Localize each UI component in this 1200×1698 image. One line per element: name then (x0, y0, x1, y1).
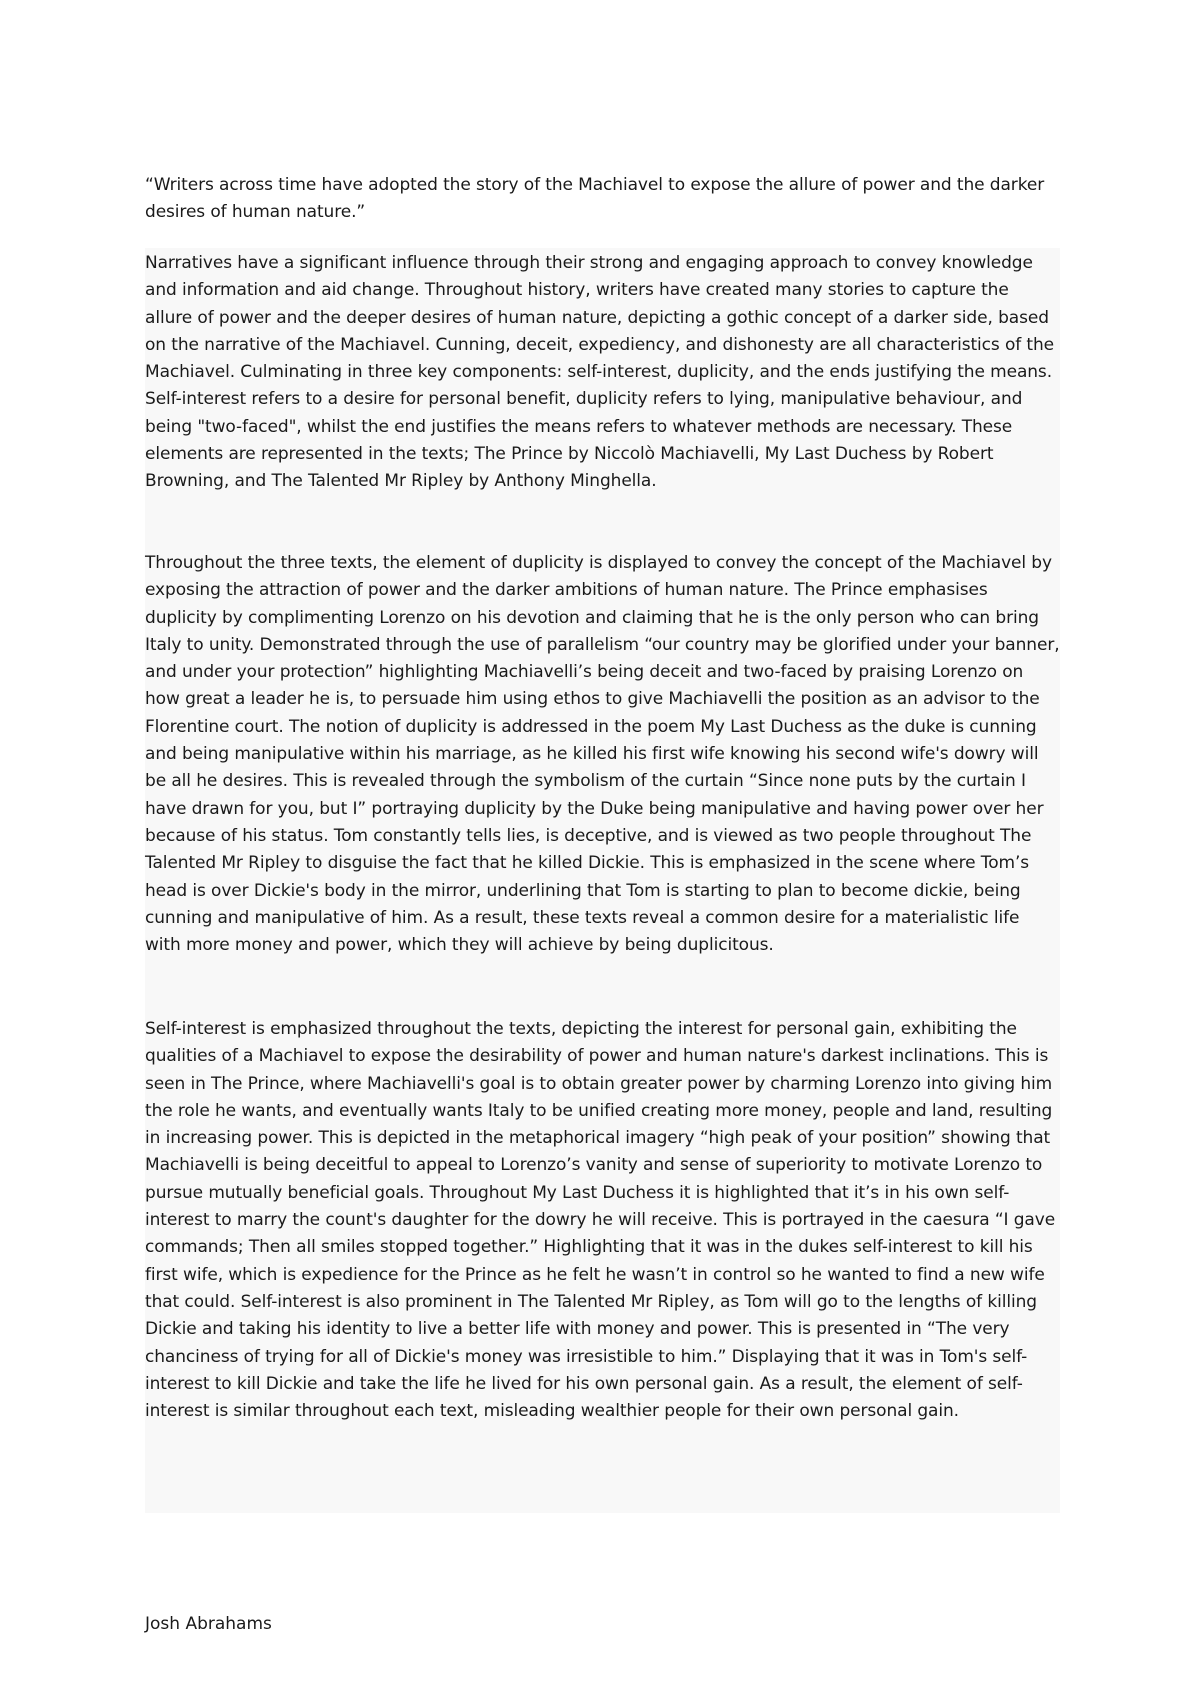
opening-quote: “Writers across time have adopted the story of the Machiavel to expose the allure of power and the darker desires of human nature.” (145, 175, 1045, 222)
essay-body (145, 248, 1060, 1513)
paragraph-duplicity: Throughout the three texts, the element of duplicity is displayed to convey the concept of the Machiavel by exposing the attraction of power and the darker ambitions of human nature. The Prince emphasises duplicity by complimenting Lorenzo on his devotion and claiming that he is the only person who can bring Italy to unity. Demonstrated through the use of parallelism “our country may be glorified under your banner, and under your protection” highlighting Machiavelli’s being deceit and two-faced by praising Lorenzo on how great a leader he is, to persuade him using ethos to give Machiavelli the position as an advisor to the Florentine court. The notion of duplicity is addressed in the poem My Last Duchess as the duke is cunning and being manipulative within his marriage, as he killed his first wife knowing his second wife's dowry will be all he desires. This is revealed through the symbolism of the curtain “Since none puts by the curtain I have drawn for you, but I” portraying duplicity by the Duke being manipulative and having power over her because of his status. Tom constantly tells lies, is deceptive, and is viewed as two people throughout The Talented Mr Ripley to disguise the fact that he killed Dickie. This is emphasized in the scene where Tom’s head is over Dickie's body in the mirror, underlining that Tom is starting to plan to become dickie, being cunning and manipulative of him. As a result, these texts reveal a common desire for a materialistic life with more money and power, which they will achieve by being duplicitous. (145, 553, 1060, 956)
author-name: Josh Abrahams (145, 1614, 272, 1634)
paragraph-introduction: Narratives have a significant influence through their strong and engaging approach to convey knowledge and information and aid change. Throughout history, writers have created many stories to capture the allure of power and the deeper desires of human nature, depicting a gothic concept of a darker side, based on the narrative of the Machiavel. Cunning, deceit, expediency, and dishonesty are all characteristics of the Machiavel. Culminating in three key components: self-interest, duplicity, and the ends justifying the means. Self-interest refers to a desire for personal benefit, duplicity refers to lying, manipulative behaviour, and being "two-faced", whilst the end justifies the means refers to whatever methods are necessary. These elements are represented in the texts; The Prince by Niccolò Machiavelli, My Last Duchess by Robert Browning, and The Talented Mr Ripley by Anthony Minghella. (145, 253, 1055, 492)
paragraph-self-interest: Self-interest is emphasized throughout the texts, depicting the interest for personal gain, exhibiting the qualities of a Machiavel to expose the desirability of power and human nature's darkest inclinations. This is seen in The Prince, where Machiavelli's goal is to obtain greater power by charming Lorenzo into giving him the role he wants, and eventually wants Italy to be unified creating more money, people and land, resulting in increasing power. This is depicted in the metaphorical imagery “high peak of your position” showing that Machiavelli is being deceitful to appeal to Lorenzo’s vanity and sense of superiority to motivate Lorenzo to pursue mutually beneficial goals. Throughout My Last Duchess it is highlighted that it’s in his own self-interest to marry the count's daughter for the dowry he will receive. This is portrayed in the caesura “I gave commands; Then all smiles stopped together.” Highlighting that it was in the dukes self-interest to kill his first wife, which is expedience for the Prince as he felt he wasn’t in control so he wanted to find a new wife that could. Self-interest is also prominent in The Talented Mr Ripley, as Tom will go to the lengths of killing Dickie and taking his identity to live a better life with money and power. This is presented in “The very chanciness of trying for all of Dickie's money was irresistible to him.” Displaying that it was in Tom's self-interest to kill Dickie and take the life he lived for his own personal gain. As a result, the element of self-interest is similar throughout each text, misleading wealthier people for their own personal gain. (145, 1019, 1056, 1422)
